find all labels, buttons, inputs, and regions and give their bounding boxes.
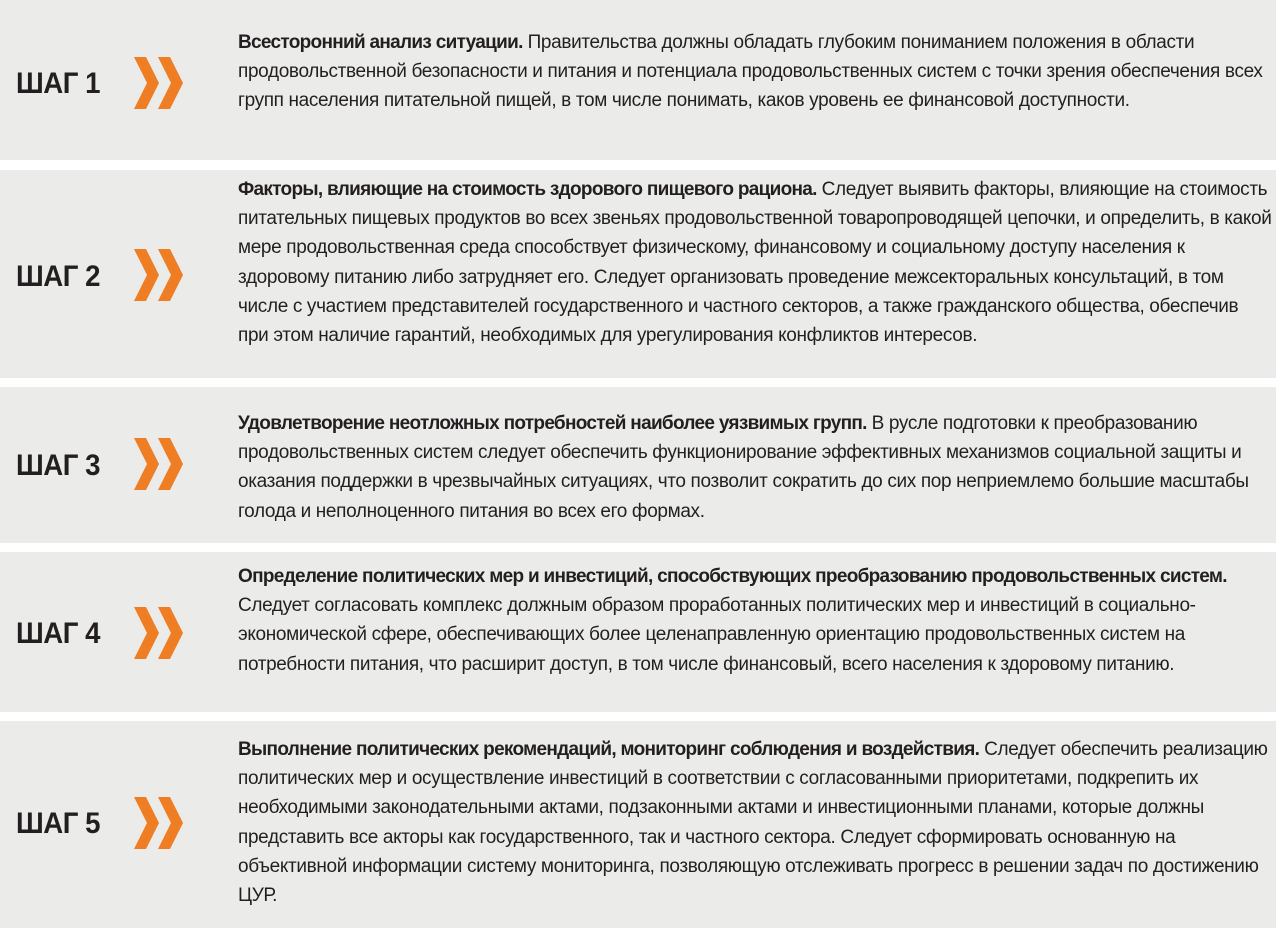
step-3-label: ШАГ 3: [16, 449, 101, 482]
double-chevron-right-icon: [132, 605, 188, 661]
step-2-body: Следует выявить факторы, влияющие на стоимость питательных пищевых продуктов во всех звеньях продовольственной товаропроводящей цепочки, и определить, в какой мере продовольственная среда способствует физическому, финансовому и социальному доступу населения к здоровому питанию либо затрудняет его. Следует организовать проведение межсекторальных консультаций, в том числе с участием представителей государственного и частного секторов, а также гражданского общества, обеспечив при этом наличие гарантий, необходимых для урегулирования конфликтов интересов.: [238, 179, 1272, 347]
step-5-title: Выполнение политических рекомендаций, мониторинг соблюдения и воздействия.: [238, 739, 980, 760]
step-5-text: [238, 735, 1272, 910]
step-5-label: ШАГ 5: [16, 807, 101, 840]
step-2-text: [238, 175, 1272, 350]
step-4-panel: [0, 552, 1276, 712]
step-1-panel: [0, 0, 1276, 160]
step-3-text: [238, 409, 1272, 526]
step-1-text: [238, 28, 1272, 116]
step-1-title: Всесторонний анализ ситуации.: [238, 32, 523, 53]
step-4-title: Определение политических мер и инвестиций, способствующих преобразованию продовольственных систем.: [238, 566, 1227, 587]
step-3-panel: [0, 387, 1276, 543]
step-2-label: ШАГ 2: [16, 260, 101, 293]
double-chevron-right-icon: [132, 247, 188, 303]
step-3-title: Удовлетворение неотложных потребностей наиболее уязвимых групп.: [238, 413, 867, 434]
step-4-label: ШАГ 4: [16, 617, 101, 650]
step-4-text: [238, 562, 1272, 679]
step-2-title: Факторы, влияющие на стоимость здорового пищевого рациона.: [238, 179, 817, 200]
step-1-body: Правительства должны обладать глубоким пониманием положения в области продовольственной безопасности и питания и потенциала продовольственных систем с точки зрения обеспечения всех групп населения питательной пищей, в том числе понимать, каков уровень ее финансовой доступности.: [238, 32, 1263, 112]
double-chevron-right-icon: [132, 436, 188, 492]
step-5-body: Следует обеспечить реализацию политических мер и осуществление инвестиций в соответствии с согласованными приоритетами, подкрепить их необходимыми законодательными актами, подзаконными актами и инвестиционными планами, которые должны представить все акторы как государственного, так и частного сектора. Следует сформировать основанную на объективной информации систему мониторинга, позволяющую отслеживать прогресс в решении задач по достижению ЦУР.: [238, 739, 1268, 907]
step-5-panel: [0, 721, 1276, 928]
step-2-panel: [0, 170, 1276, 378]
double-chevron-right-icon: [132, 795, 188, 851]
step-1-label: ШАГ 1: [16, 67, 101, 100]
step-4-body: Следует согласовать комплекс должным образом проработанных политических мер и инвестиций в социально-экономической сфере, обеспечивающих более целенаправленную ориентацию продовольственных систем на потребности питания, что расширит доступ, в том числе финансовый, всего населения к здоровому питанию.: [238, 595, 1196, 675]
step-3-body: В русле подготовки к преобразованию продовольственных систем следует обеспечить функционирование эффективных механизмов социальной защиты и оказания поддержки в чрезвычайных ситуациях, что позволит сократить до сих пор неприемлемо большие масштабы голода и неполноценного питания во всех его формах.: [238, 413, 1249, 522]
double-chevron-right-icon: [132, 55, 188, 111]
